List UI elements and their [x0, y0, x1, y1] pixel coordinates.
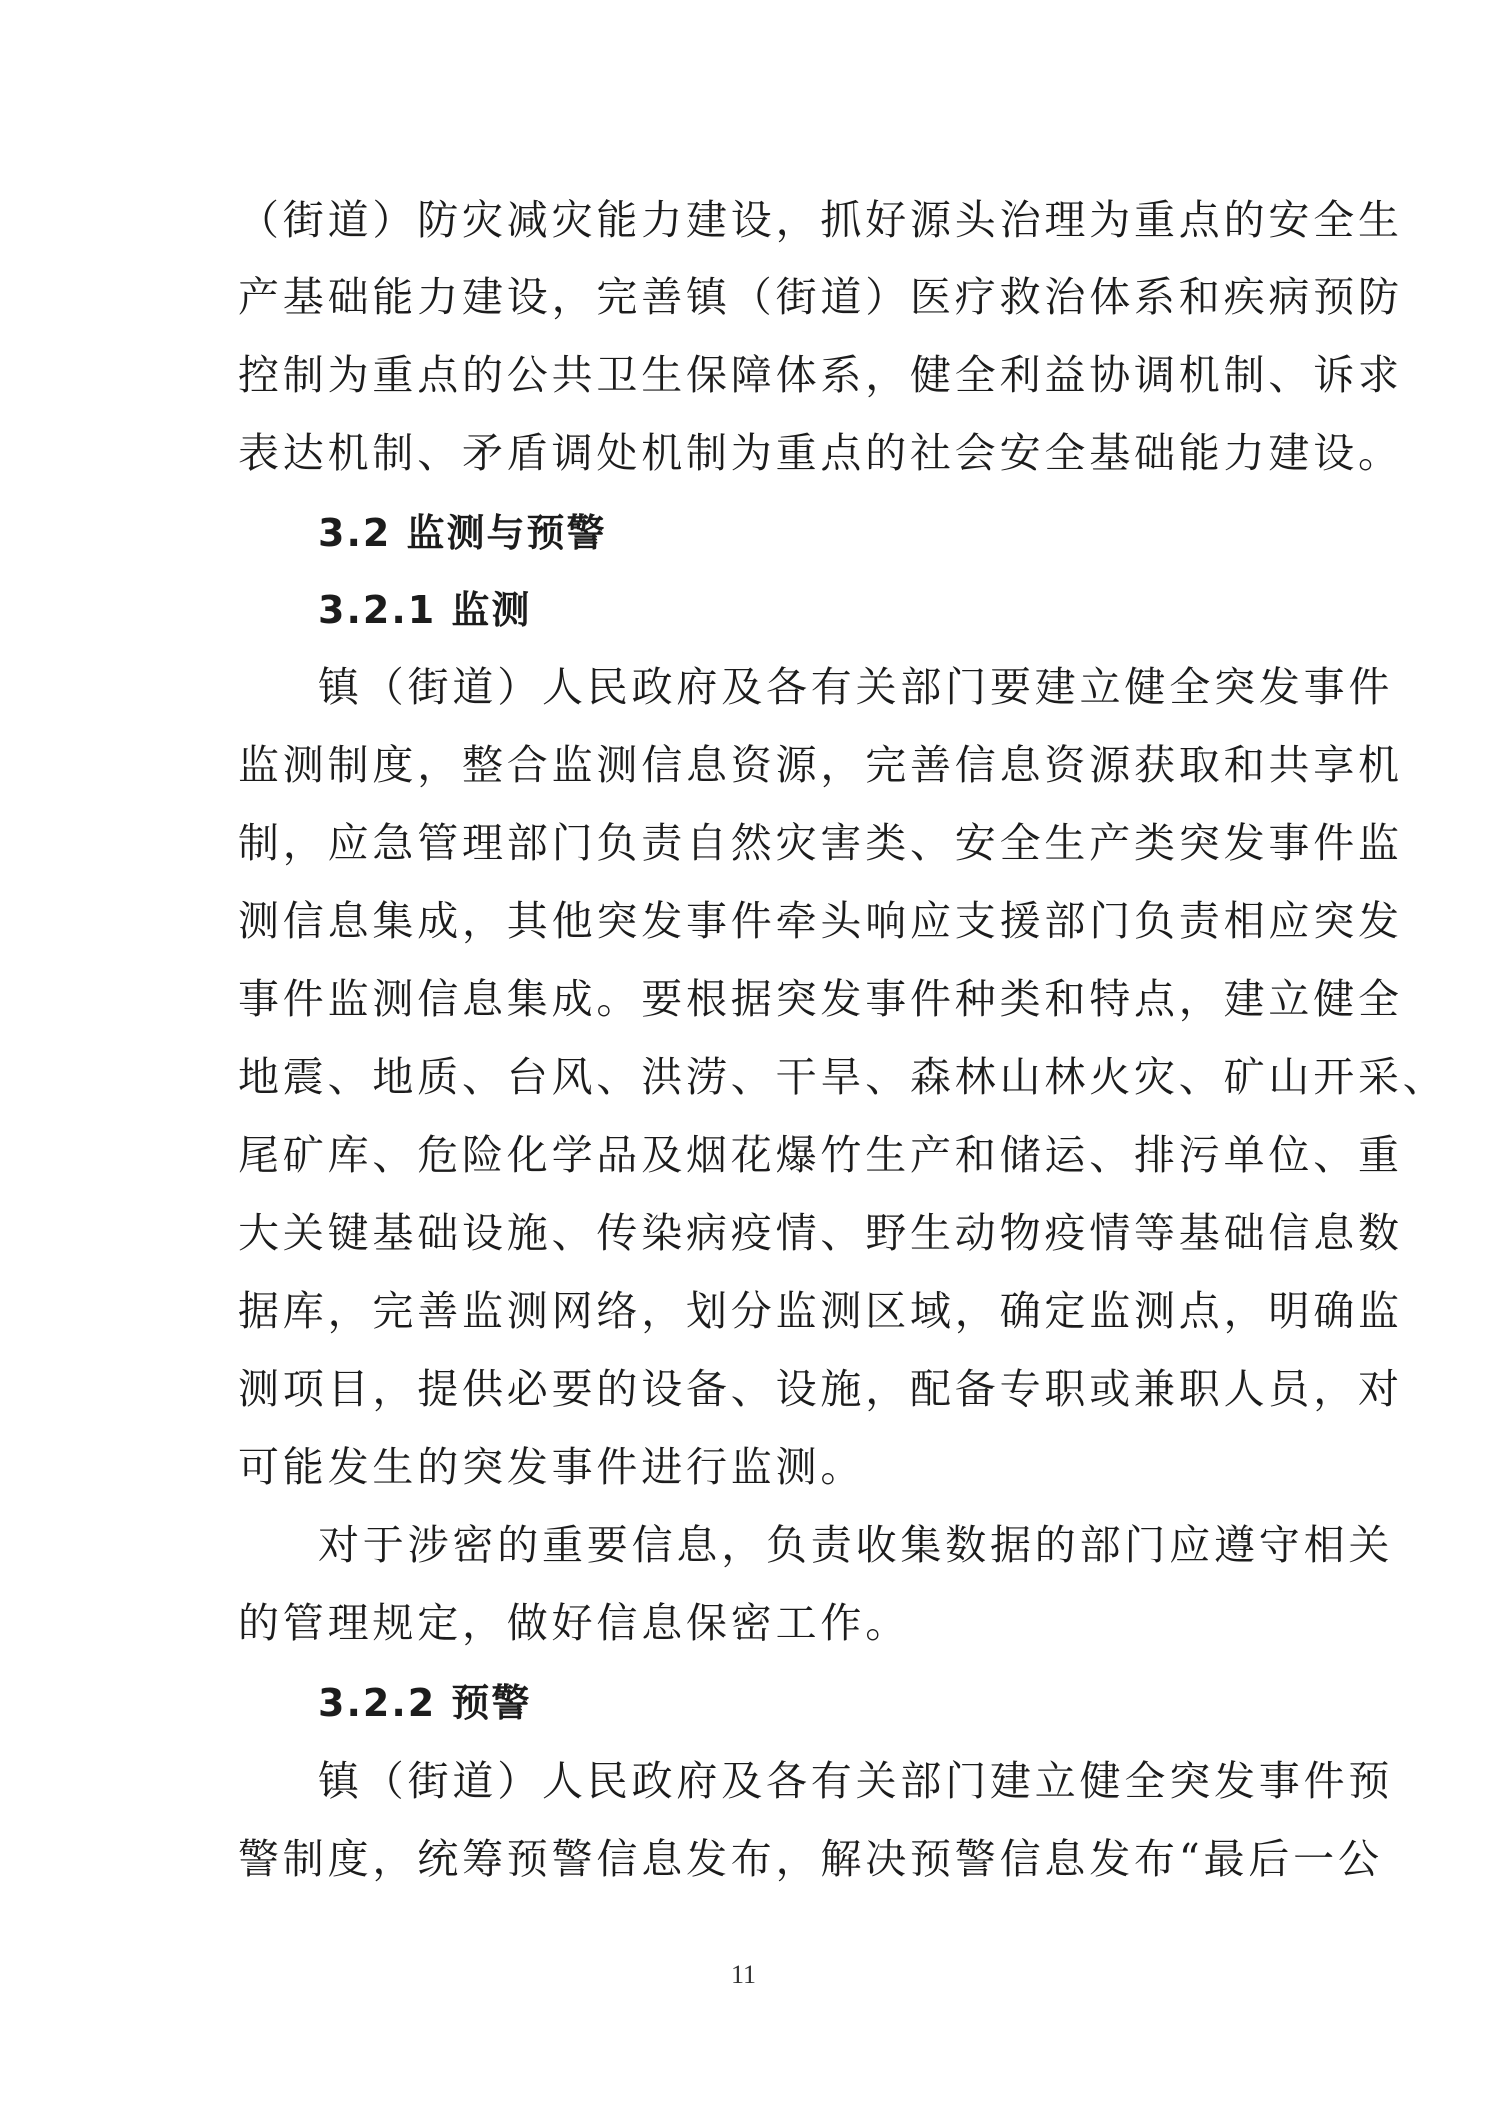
body-text-line: 的管理规定，做好信息保密工作。 — [238, 1599, 910, 1647]
body-text-line: 产基础能力建设，完善镇（街道）医疗救治体系和疾病预防 — [238, 273, 1403, 321]
body-text-line: 对于涉密的重要信息，负责收集数据的部门应遵守相关 — [318, 1521, 1394, 1569]
body-text-line: 尾矿库、危险化学品及烟花爆竹生产和储运、排污单位、重 — [238, 1131, 1403, 1179]
body-text-line: 大关键基础设施、传染病疫情、野生动物疫情等基础信息数 — [238, 1209, 1403, 1257]
body-text-line: 控制为重点的公共卫生保障体系，健全利益协调机制、诉求 — [238, 351, 1403, 399]
body-text-line: 监测制度，整合监测信息资源，完善信息资源获取和共享机 — [238, 741, 1403, 789]
body-text-line: 事件监测信息集成。要根据突发事件种类和特点，建立健全 — [238, 975, 1403, 1023]
body-text-line: 表达机制、矛盾调处机制为重点的社会安全基础能力建设。 — [238, 429, 1403, 477]
body-text-line: 警制度，统筹预警信息发布，解决预警信息发布“最后一公 — [238, 1835, 1383, 1883]
section-heading-3-2-2: 3.2.2 预警 — [318, 1681, 532, 1725]
page-number: 11 — [730, 1960, 757, 1989]
body-text-line: 可能发生的突发事件进行监测。 — [238, 1443, 866, 1491]
body-text-line: 镇（街道）人民政府及各有关部门建立健全突发事件预 — [318, 1757, 1394, 1805]
body-text-line: 据库，完善监测网络，划分监测区域，确定监测点，明确监 — [238, 1287, 1403, 1335]
section-heading-3-2: 3.2 监测与预警 — [318, 511, 607, 555]
body-text-line: 制，应急管理部门负责自然灾害类、安全生产类突发事件监 — [238, 819, 1403, 867]
body-text-line: 地震、地质、台风、洪涝、干旱、森林山林火灾、矿山开采、 — [238, 1053, 1448, 1101]
body-text-line: 镇（街道）人民政府及各有关部门要建立健全突发事件 — [318, 663, 1394, 711]
section-heading-3-2-1: 3.2.1 监测 — [318, 588, 532, 632]
body-text-line: 测项目，提供必要的设备、设施，配备专职或兼职人员，对 — [238, 1365, 1403, 1413]
body-text-line: （街道）防灾减灾能力建设，抓好源头治理为重点的安全生 — [238, 196, 1403, 244]
body-text-line: 测信息集成，其他突发事件牵头响应支援部门负责相应突发 — [238, 897, 1403, 945]
